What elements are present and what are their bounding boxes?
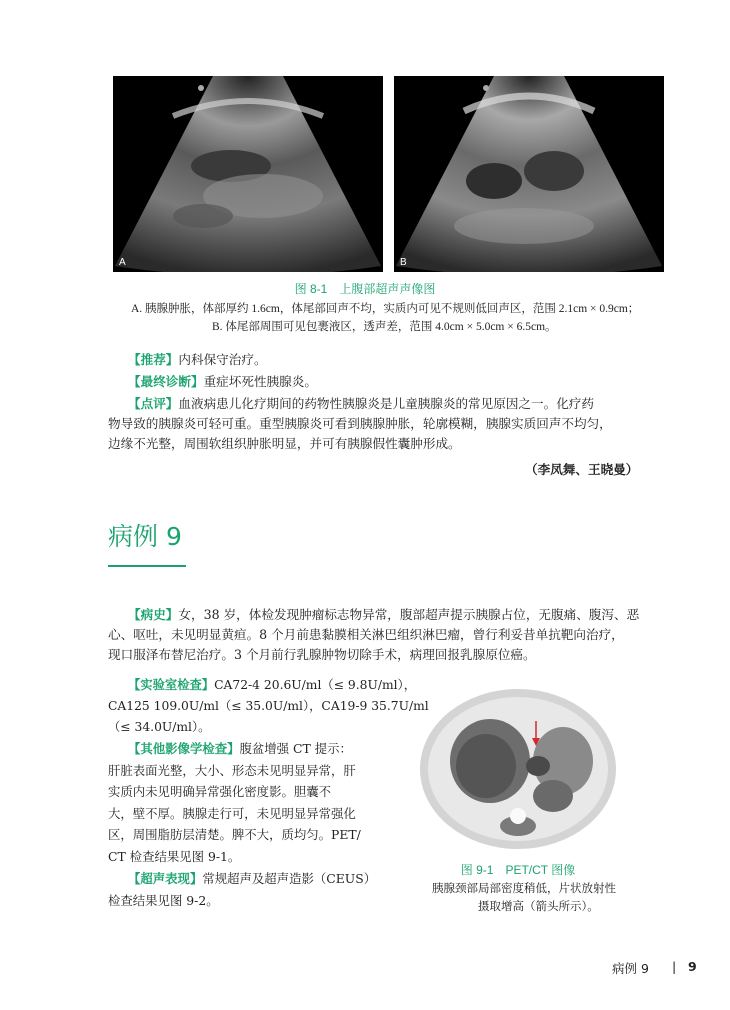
diagnosis-text: 重症坏死性胰腺炎。 [203, 374, 317, 389]
comment-line-1: 血液病患儿化疗期间的药物性胰腺炎是儿童胰腺炎的常见原因之一。化疗药 [178, 396, 594, 411]
comment-line-3: 边缘不光整，周围软组织肿胀明显，并可有胰腺假性囊肿形成。 [108, 436, 461, 451]
recommend-tag: 【推荐】 [128, 352, 179, 367]
diagnosis-tag: 【最终诊断】 [128, 374, 204, 389]
case-9-title: 病例 9 [108, 522, 182, 551]
figure-9-1-title: 图 9-1 PET/CT 图像 [460, 863, 576, 877]
imaging-line-3: 实质内未见明确异常强化密度影。胆囊不 [108, 784, 332, 799]
lab-line-1: CA72-4 20.6U/ml（≤ 9.8U/ml）， [214, 678, 417, 692]
ultrasound-tag: 【超声表现】 [128, 871, 203, 886]
ultrasound-image-b [394, 76, 664, 272]
ultrasound-line-1: 常规超声及超声造影（CEUS） [202, 871, 377, 886]
comment-paragraph [108, 394, 612, 454]
history-line-3: 现口服泽布替尼治疗。3 个月前行乳腺肿物切除手术，病理回报乳腺原位癌。 [108, 647, 536, 662]
authors: （李凤舞、王晓曼） [525, 462, 639, 477]
recommend-paragraph [128, 350, 267, 370]
imaging-tag: 【其他影像学检查】 [128, 741, 240, 756]
imaging-line-1: 腹盆增强 CT 提示： [239, 741, 352, 756]
page-number: 9 [688, 959, 697, 974]
figure-9-1-caption-line-2: 摄取增高（箭头所示）。 [478, 899, 599, 913]
comment-tag: 【点评】 [128, 396, 179, 411]
ultrasound-line-2: 检查结果见图 9-2。 [108, 892, 219, 908]
case-title-underline [108, 565, 186, 567]
imaging-line-2: 肝脏表面光整，大小、形态未见明显异常，肝 [108, 762, 356, 778]
footer-separator: | [672, 959, 677, 974]
imaging-line-5: 区，周围脂肪层清楚。脾不大，质均匀。PET/ [108, 827, 361, 842]
figure-9-1-caption-line-1: 胰腺颈部局部密度稍低，片状放射性 [432, 881, 616, 895]
footer-section: 病例 9 [612, 961, 649, 976]
history-paragraph [108, 605, 639, 665]
figure-8-1-caption-line-1: A. 胰腺肿胀，体部厚约 1.6cm，体尾部回声不均，实质内可见不规则低回声区，范围 2.1cm × 0.9cm； [131, 303, 640, 315]
ultrasound-image-a [113, 76, 383, 272]
diagnosis-paragraph [128, 372, 317, 392]
panel-label-b: B [400, 257, 407, 268]
ultrasound-paragraph [108, 868, 376, 911]
imaging-line-4: 大，壁不厚。胰腺走行可，未见明显异常强化 [108, 805, 356, 821]
history-tag: 【病史】 [128, 607, 179, 622]
recommend-text: 内科保守治疗。 [178, 352, 267, 367]
figure-8-1-caption-line-2: B. 体尾部周围可见包裹液区，透声差，范围 4.0cm × 5.0cm × 6.5cm。 [212, 321, 557, 333]
history-line-1: 女，38 岁，体检发现肿瘤标志物异常，腹部超声提示胰腺占位，无腹痛、腹泻、恶 [178, 607, 640, 622]
comment-line-2: 物导致的胰腺炎可轻可重。重型胰腺炎可看到胰腺肿胀，轮廓模糊，胰腺实质回声不均匀， [108, 416, 612, 431]
figure-8-1-title: 图 8-1 上腹部超声声像图 [294, 282, 436, 296]
panel-label-a: A [119, 257, 126, 268]
imaging-line-6: CT 检查结果见图 9-1。 [108, 848, 241, 864]
lab-line-3: （≤ 34.0U/ml）。 [108, 720, 211, 734]
history-line-2: 心、呕吐，未见明显黄疸。8 个月前患黏膜相关淋巴组织淋巴瘤，曾行利妥昔单抗靶向治疗， [108, 627, 624, 642]
lab-line-2: CA125 109.0U/ml（≤ 35.0U/ml），CA19-9 35.7U/ml [108, 699, 429, 713]
lab-paragraph [108, 674, 429, 738]
imaging-paragraph [108, 738, 361, 867]
lab-tag: 【实验室检查】 [128, 677, 215, 692]
pet-ct-image [418, 686, 618, 852]
